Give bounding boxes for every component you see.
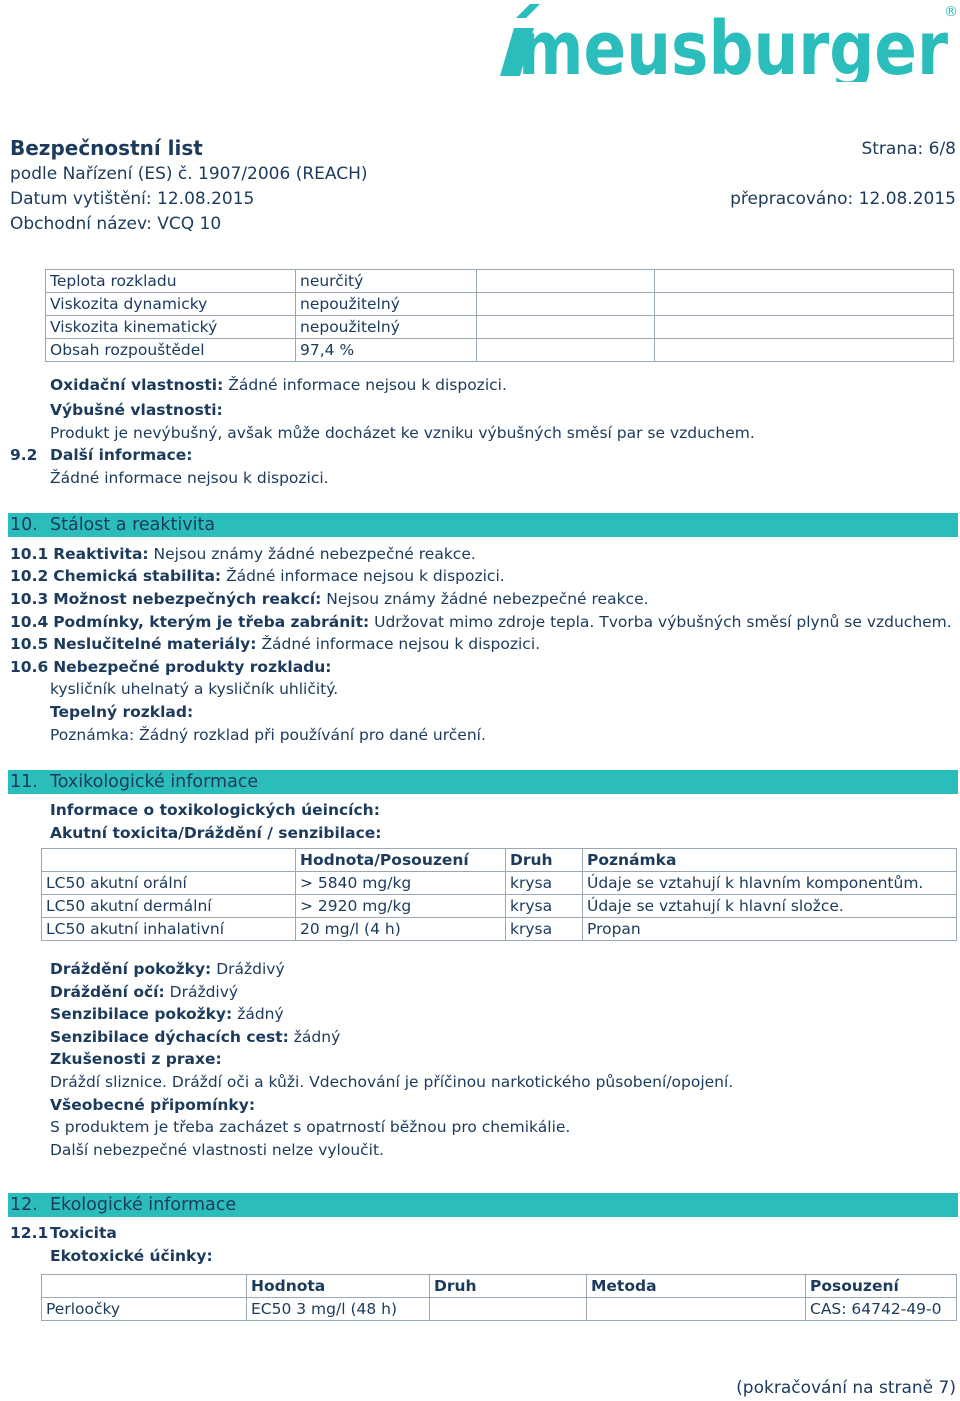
experience-label: Zkušenosti z praxe:	[50, 1050, 222, 1068]
item-text: Žádné informace nejsou k dispozici.	[226, 567, 505, 585]
table-cell	[430, 1298, 587, 1321]
item-label: Neslučitelné materiály:	[53, 635, 257, 653]
regulation-line: podle Nařízení (ES) č. 1907/2006 (REACH)	[10, 164, 368, 184]
property-value: nepoužitelný	[296, 293, 477, 316]
item-number: 10.2	[10, 567, 49, 585]
tox-info-label: Informace o toxikologických úeincích:	[50, 801, 380, 819]
list-item	[10, 567, 505, 585]
decomposition-products: kysličník uhelnatý a kysličník uhličitý.	[50, 680, 339, 698]
item-number: 10.4	[10, 613, 49, 631]
table-cell: > 5840 mg/kg	[296, 872, 506, 895]
page-number: Strana: 6/8	[861, 139, 956, 159]
skin-sensitization	[50, 1005, 284, 1023]
property-name: Teplota rozkladu	[46, 270, 296, 293]
item-number: 10.6	[10, 658, 49, 676]
section-11-header	[8, 770, 958, 794]
table-cell: Údaje se vztahují k hlavním komponentům.	[583, 872, 957, 895]
skin-irritation-text: Dráždivý	[216, 960, 285, 978]
list-item	[10, 545, 476, 563]
skin-irritation	[50, 960, 285, 978]
table-row	[42, 918, 957, 941]
item-label: Podmínky, kterým je třeba zabránit:	[53, 613, 370, 631]
explosive-text: Produkt je nevýbušný, avšak může docházet ke vzniku výbušných směsí par se vzduchem.	[50, 424, 755, 442]
column-header: Hodnota/Posouzení	[296, 849, 506, 872]
continued-note: (pokračování na straně 7)	[736, 1378, 956, 1398]
thermal-label: Tepelný rozklad:	[50, 703, 194, 721]
table-cell: krysa	[506, 918, 583, 941]
empty-cell	[655, 316, 954, 339]
section-number: 10.	[10, 515, 38, 535]
item-label: Reaktivita:	[53, 545, 149, 563]
oxidizing-label: Oxidační vlastnosti:	[50, 376, 224, 394]
acute-tox-label: Akutní toxicita/Dráždění / senzibilace:	[50, 824, 382, 842]
section-10-header	[8, 513, 958, 537]
table-cell: Perloočky	[42, 1298, 247, 1321]
section-title: Stálost a reaktivita	[50, 515, 216, 535]
logo-wordmark: meusburger	[518, 6, 949, 82]
list-item	[10, 590, 649, 608]
table-cell: krysa	[506, 872, 583, 895]
section-9-2-text: Žádné informace nejsou k dispozici.	[50, 469, 329, 487]
oxidizing-properties	[50, 376, 507, 394]
item-text: Nejsou známy žádné nebezpečné reakce.	[153, 545, 476, 563]
table-header-row	[42, 1275, 957, 1298]
list-item	[10, 658, 332, 676]
empty-cell	[655, 339, 954, 362]
item-label: Možnost nebezpečných reakcí:	[53, 590, 322, 608]
skin-sensitization-label: Senzibilace pokožky:	[50, 1005, 233, 1023]
section-title: Toxikologické informace	[50, 772, 259, 792]
column-header: Posouzení	[806, 1275, 957, 1298]
column-header: Metoda	[587, 1275, 806, 1298]
empty-cell	[477, 270, 655, 293]
thermal-text: Poznámka: Žádný rozklad při používání pro dané určení.	[50, 726, 486, 744]
respiratory-sensitization	[50, 1028, 340, 1046]
property-value: 97,4 %	[296, 339, 477, 362]
section-number: 11.	[10, 772, 38, 792]
table-header-row	[42, 849, 957, 872]
experience-text: Dráždí sliznice. Dráždí oči a kůži. Vdechování je příčinou narkotického působení/opojení.	[50, 1073, 734, 1091]
property-name: Viskozita dynamicky	[46, 293, 296, 316]
document-title: Bezpečnostní list	[10, 136, 203, 160]
empty-cell	[655, 270, 954, 293]
eye-irritation-text: Dráždivý	[169, 983, 239, 1001]
table-cell: Údaje se vztahují k hlavní složce.	[583, 895, 957, 918]
column-header	[42, 1275, 247, 1298]
table-cell: CAS: 64742-49-0	[806, 1298, 957, 1321]
acute-toxicity-table	[41, 848, 957, 941]
table-cell: LC50 akutní orální	[42, 872, 296, 895]
empty-cell	[655, 293, 954, 316]
ecotoxicity-table	[41, 1274, 957, 1321]
properties-table	[45, 269, 954, 362]
section-12-header	[8, 1193, 958, 1217]
table-cell: 20 mg/l (4 h)	[296, 918, 506, 941]
property-value: nepoužitelný	[296, 316, 477, 339]
explosive-label: Výbušné vlastnosti:	[50, 401, 223, 419]
column-header: Hodnota	[247, 1275, 430, 1298]
product-name: Obchodní název: VCQ 10	[10, 214, 222, 234]
list-item	[10, 635, 540, 653]
table-row	[42, 1298, 957, 1321]
subsection-label: Toxicita	[50, 1224, 117, 1242]
item-text: Žádné informace nejsou k dispozici.	[261, 635, 541, 653]
property-name: Obsah rozpouštědel	[46, 339, 296, 362]
respiratory-sensitization-text: žádný	[293, 1028, 341, 1046]
skin-sensitization-text: žádný	[237, 1005, 284, 1023]
table-cell	[587, 1298, 806, 1321]
oxidizing-text: Žádné informace nejsou k dispozici.	[228, 376, 507, 394]
table-row	[42, 895, 957, 918]
empty-cell	[477, 339, 655, 362]
column-header: Druh	[506, 849, 583, 872]
table-cell: krysa	[506, 895, 583, 918]
empty-cell	[477, 316, 655, 339]
eye-irritation	[50, 983, 238, 1001]
print-date: Datum vytištění: 12.08.2015	[10, 189, 255, 209]
section-number: 12.	[10, 1195, 38, 1215]
table-row	[46, 293, 954, 316]
column-header: Poznámka	[583, 849, 957, 872]
brand-logo	[494, 0, 960, 86]
item-number: 10.5	[10, 635, 49, 653]
item-text: Udržovat mimo zdroje tepla. Tvorba výbušných směsí plynů se vzduchem.	[374, 613, 952, 631]
item-number: 10.1	[10, 545, 49, 563]
table-cell: LC50 akutní inhalativní	[42, 918, 296, 941]
item-label: Chemická stabilita:	[53, 567, 222, 585]
general-remarks-label: Všeobecné připomínky:	[50, 1096, 256, 1114]
table-row	[42, 872, 957, 895]
skin-irritation-label: Dráždění pokožky:	[50, 960, 212, 978]
general-remarks-text-2: Další nebezpečné vlastnosti nelze vyloučit.	[50, 1141, 384, 1159]
list-item	[10, 613, 952, 631]
table-cell: Propan	[583, 918, 957, 941]
table-cell: > 2920 mg/kg	[296, 895, 506, 918]
table-row	[46, 316, 954, 339]
subsection-number: 12.1	[10, 1224, 49, 1242]
table-cell: EC50 3 mg/l (48 h)	[247, 1298, 430, 1321]
item-text: Nejsou známy žádné nebezpečné reakce.	[326, 590, 649, 608]
property-value: neurčitý	[296, 270, 477, 293]
ecotox-label: Ekotoxické účinky:	[50, 1247, 213, 1265]
property-name: Viskozita kinematický	[46, 316, 296, 339]
item-number: 10.3	[10, 590, 49, 608]
table-row	[46, 270, 954, 293]
general-remarks-text-1: S produktem je třeba zacházet s opatrností běžnou pro chemikálie.	[50, 1118, 571, 1136]
respiratory-sensitization-label: Senzibilace dýchacích cest:	[50, 1028, 289, 1046]
column-header: Druh	[430, 1275, 587, 1298]
empty-cell	[477, 293, 655, 316]
section-9-2-number: 9.2	[10, 446, 38, 464]
column-header	[42, 849, 296, 872]
eye-irritation-label: Dráždění očí:	[50, 983, 165, 1001]
logo-registered-mark: ®	[944, 4, 958, 20]
table-row	[46, 339, 954, 362]
section-9-2-label: Další informace:	[50, 446, 193, 464]
revision-date: přepracováno: 12.08.2015	[730, 189, 956, 209]
section-title: Ekologické informace	[50, 1195, 237, 1215]
table-cell: LC50 akutní dermální	[42, 895, 296, 918]
item-label: Nebezpečné produkty rozkladu:	[53, 658, 332, 676]
